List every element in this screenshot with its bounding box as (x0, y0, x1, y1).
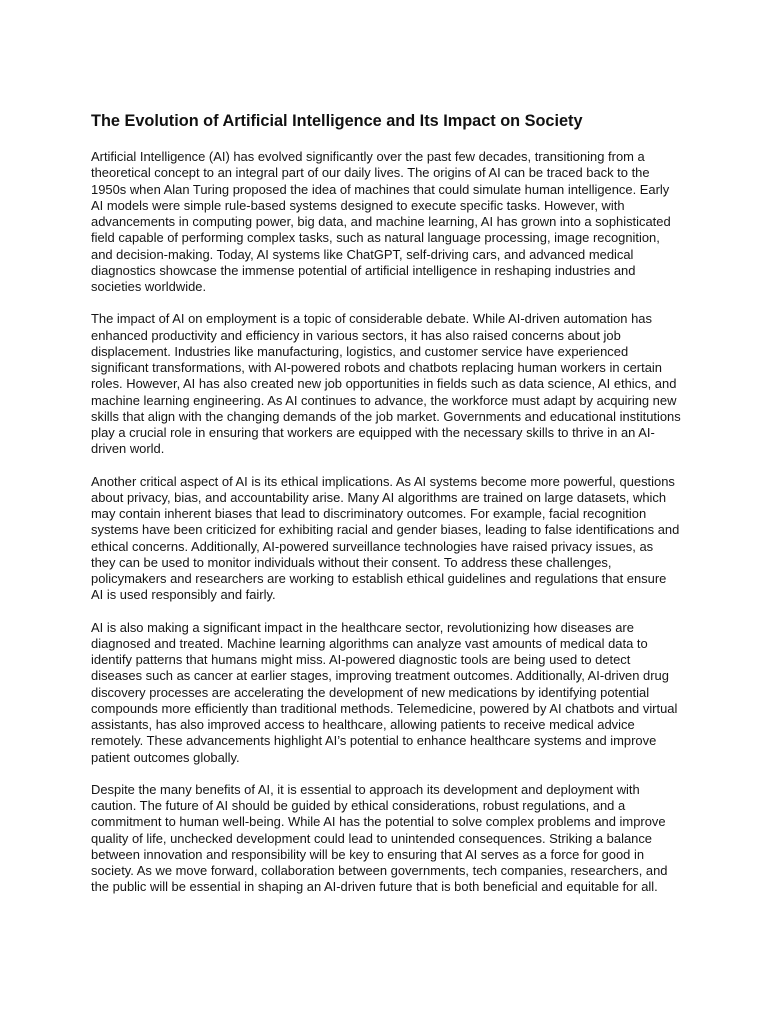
paragraph-employment: The impact of AI on employment is a topic of considerable debate. While AI-driven automation has enhanced productivity and efficiency in various sectors, it has also raised concerns about job displacement. Industries like manufacturing, logistics, and customer service have experienced significant transformations, with AI-powered robots and chatbots replacing human workers in certain roles. However, AI has also created new job opportunities in fields such as data science, AI ethics, and machine learning engineering. As AI continues to advance, the workforce must adapt by acquiring new skills that align with the changing demands of the job market. Governments and educational institutions play a crucial role in ensuring that workers are equipped with the necessary skills to thrive in an AI-driven world. (91, 311, 681, 457)
document-title: The Evolution of Artificial Intelligence and Its Impact on Society (91, 112, 583, 130)
paragraph-origins: Artificial Intelligence (AI) has evolved significantly over the past few decades, transitioning from a theoretical concept to an integral part of our daily lives. The origins of AI can be traced back to the 1950s when Alan Turing proposed the idea of machines that could simulate human intelligence. Early AI models were simple rule-based systems designed to execute specific tasks. However, with advancements in computing power, big data, and machine learning, AI has grown into a sophisticated field capable of performing complex tasks, such as natural language processing, image recognition, and decision-making. Today, AI systems like ChatGPT, self-driving cars, and advanced medical diagnostics showcase the immense potential of artificial intelligence in reshaping industries and societies worldwide. (91, 149, 671, 294)
paragraph-conclusion: Despite the many benefits of AI, it is essential to approach its development and deployment with caution. The future of AI should be guided by ethical considerations, robust regulations, and a commitment to human well-being. While AI has the potential to solve complex problems and improve quality of life, unchecked development could lead to unintended consequences. Striking a balance between innovation and responsibility will be key to ensuring that AI serves as a force for good in society. As we move forward, collaboration between governments, tech companies, researchers, and the public will be essential in shaping an AI-driven future that is both beneficial and equitable for all. (91, 781, 668, 895)
document-body (91, 110, 681, 912)
paragraph-healthcare: AI is also making a significant impact in the healthcare sector, revolutionizing how diseases are diagnosed and treated. Machine learning algorithms can analyze vast amounts of medical data to identify patterns that humans might miss. AI-powered diagnostic tools are being used to detect diseases such as cancer at earlier stages, improving treatment outcomes. Additionally, AI-driven drug discovery processes are accelerating the development of new medications by identifying potential compounds more efficiently than traditional methods. Telemedicine, powered by AI chatbots and virtual assistants, has also improved access to healthcare, allowing patients to receive medical advice remotely. These advancements highlight AI’s potential to enhance healthcare systems and improve patient outcomes globally. (91, 619, 678, 765)
paragraph-ethics: Another critical aspect of AI is its ethical implications. As AI systems become more powerful, questions about privacy, bias, and accountability arise. Many AI algorithms are trained on large datasets, which may contain inherent biases that lead to discriminatory outcomes. For example, facial recognition systems have been criticized for exhibiting racial and gender biases, leading to false identifications and ethical concerns. Additionally, AI-powered surveillance technologies have raised privacy issues, as they can be used to monitor individuals without their consent. To address these challenges, policymakers and researchers are working to establish ethical guidelines and regulations that ensure AI is used responsibly and fairly. (91, 473, 680, 603)
